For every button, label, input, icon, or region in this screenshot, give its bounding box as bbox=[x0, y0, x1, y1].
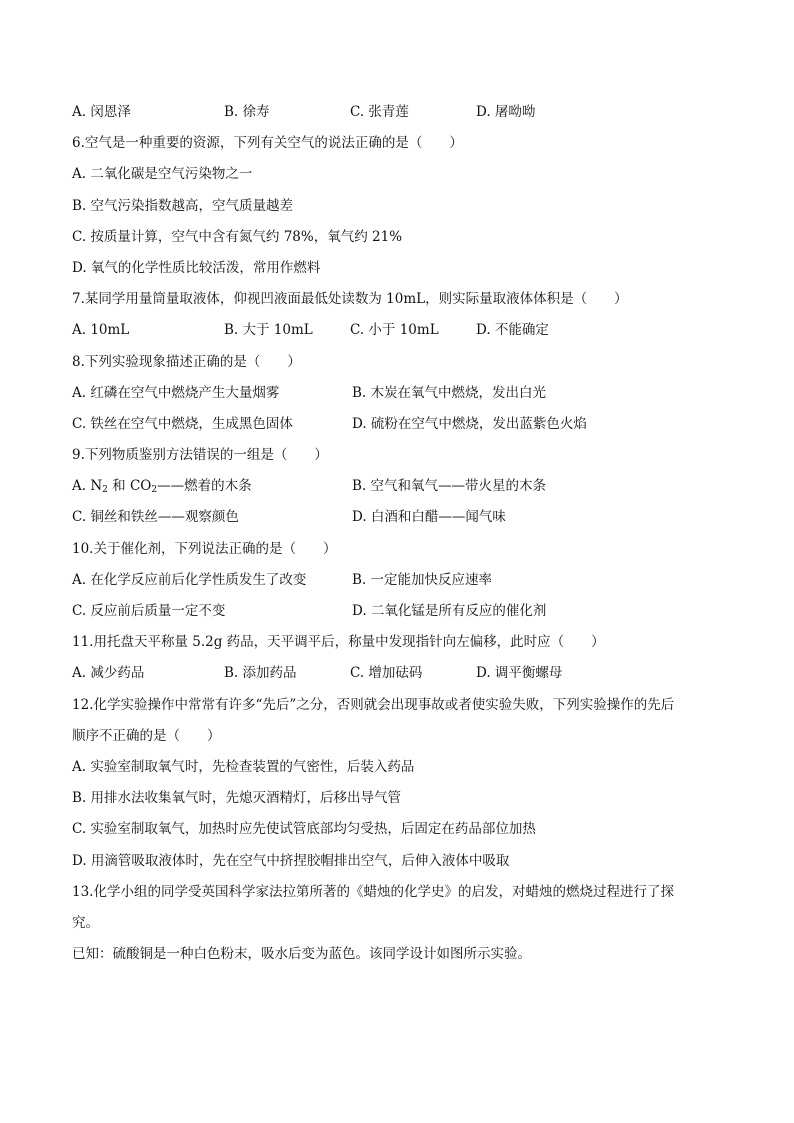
q12-stem-line2: 顺序不正确的是（ ） bbox=[72, 727, 221, 744]
q10-option-d: D. 二氧化锰是所有反应的催化剂 bbox=[352, 603, 547, 619]
q13-stem-line1: 13.化学小组的同学受英国科学家法拉第所著的《蜡烛的化学史》的启发，对蜡烛的燃烧过程进行了探 bbox=[72, 883, 674, 900]
q8-option-b: B. 木炭在氧气中燃烧，发出白光 bbox=[352, 384, 547, 401]
q12-option-c: C. 实验室制取氧气，加热时应先使试管底部均匀受热，后固定在药品部位加热 bbox=[72, 821, 536, 838]
q6-option-d: D. 氧气的化学性质比较活泼，常用作燃料 bbox=[72, 259, 321, 276]
q9-option-a-mid: 和 CO bbox=[107, 478, 152, 495]
q7-option-d: D. 不能确定 bbox=[476, 322, 549, 339]
q12-option-d: D. 用滴管吸取液体时，先在空气中挤捏胶帽排出空气，后伸入液体中吸取 bbox=[72, 852, 510, 869]
q8-options-row1 bbox=[72, 381, 732, 412]
q11-option-b: B. 添加药品 bbox=[224, 665, 297, 682]
q12-option-b: B. 用排水法收集氧气时，先熄灭酒精灯，后移出导气管 bbox=[72, 790, 402, 807]
q8-option-d: D. 硫粉在空气中燃烧，发出蓝紫色火焰 bbox=[352, 415, 587, 432]
q10-option-b: B. 一定能加快反应速率 bbox=[352, 571, 493, 588]
q6-stem: 6.空气是一种重要的资源，下列有关空气的说法正确的是（ ） bbox=[72, 135, 463, 152]
q10-stem: 10.关于催化剂，下列说法正确的是（ ） bbox=[72, 540, 337, 557]
q6-option-b: B. 空气污染指数越高，空气质量越差 bbox=[72, 197, 294, 214]
q9-option-a-sub2: 2 bbox=[151, 485, 158, 496]
q6-option-c: C. 按质量计算，空气中含有氮气约 78%，氧气约 21% bbox=[72, 228, 403, 245]
q13-stem-line2: 究。 bbox=[72, 914, 99, 931]
q9-option-d: D. 白酒和白醋——闻气味 bbox=[352, 509, 506, 526]
q7-option-a: A. 10mL bbox=[72, 322, 130, 339]
q13-note: 已知：硫酸铜是一种白色粉末，吸水后变为蓝色。该同学设计如图所示实验。 bbox=[72, 946, 531, 963]
q10-option-a: A. 在化学反应前后化学性质发生了改变 bbox=[72, 571, 307, 588]
q9-options-row1 bbox=[72, 474, 732, 505]
q9-option-a-sub1: 2 bbox=[102, 485, 108, 496]
q8-options-row2 bbox=[72, 412, 732, 443]
q5-option-b: B. 徐寿 bbox=[224, 104, 270, 120]
q7-stem: 7.某同学用量筒量取液体，仰视凹液面最低处读数为 10mL，则实际量取液体体积是（ ） bbox=[72, 291, 628, 308]
q10-option-c: C. 反应前后质量一定不变 bbox=[72, 603, 226, 619]
q8-option-c: C. 铁丝在空气中燃烧，生成黑色固体 bbox=[72, 415, 293, 432]
exam-page bbox=[72, 100, 732, 973]
q7-option-c: C. 小于 10mL bbox=[350, 322, 439, 339]
q7-option-b: B. 大于 10mL bbox=[224, 322, 313, 339]
q11-option-a: A. 减少药品 bbox=[72, 665, 145, 682]
q9-option-c: C. 铜丝和铁丝——观察颜色 bbox=[72, 509, 239, 526]
q9-option-a bbox=[72, 474, 352, 498]
q6-option-a: A. 二氧化碳是空气污染物之一 bbox=[72, 166, 253, 183]
q9-stem: 9.下列物质鉴别方法错误的一组是（ ） bbox=[72, 447, 328, 464]
q5-options bbox=[72, 100, 732, 131]
q7-options bbox=[72, 318, 732, 349]
q12-option-a: A. 实验室制取氧气时，先检查装置的气密性，后装入药品 bbox=[72, 758, 415, 775]
q10-options-row2 bbox=[72, 599, 732, 630]
q11-option-d: D. 调平衡螺母 bbox=[476, 665, 563, 682]
q8-option-a: A. 红磷在空气中燃烧产生大量烟雾 bbox=[72, 384, 280, 401]
q10-options-row1 bbox=[72, 568, 732, 599]
q9-option-b: B. 空气和氧气——带火星的木条 bbox=[352, 478, 547, 495]
q5-option-a: A. 闵恩泽 bbox=[72, 104, 131, 120]
q9-options-row2 bbox=[72, 505, 732, 536]
q5-option-d: D. 屠呦呦 bbox=[476, 104, 536, 120]
q9-option-a-post: ——燃着的木条 bbox=[157, 478, 252, 495]
q8-stem: 8.下列实验现象描述正确的是（ ） bbox=[72, 353, 301, 370]
q11-option-c: C. 增加砝码 bbox=[350, 665, 423, 682]
q12-stem-line1: 12.化学实验操作中常常有许多“先后”之分，否则就会出现事故或者使实验失败，下列实验操作的先后 bbox=[72, 696, 675, 713]
q11-options bbox=[72, 661, 732, 692]
q11-stem: 11.用托盘天平称量 5.2g 药品，天平调平后，称量中发现指针向左偏移，此时应（ ） bbox=[72, 634, 605, 651]
q5-option-c: C. 张青莲 bbox=[350, 104, 409, 120]
q9-option-a-pre: A. N bbox=[72, 478, 103, 495]
